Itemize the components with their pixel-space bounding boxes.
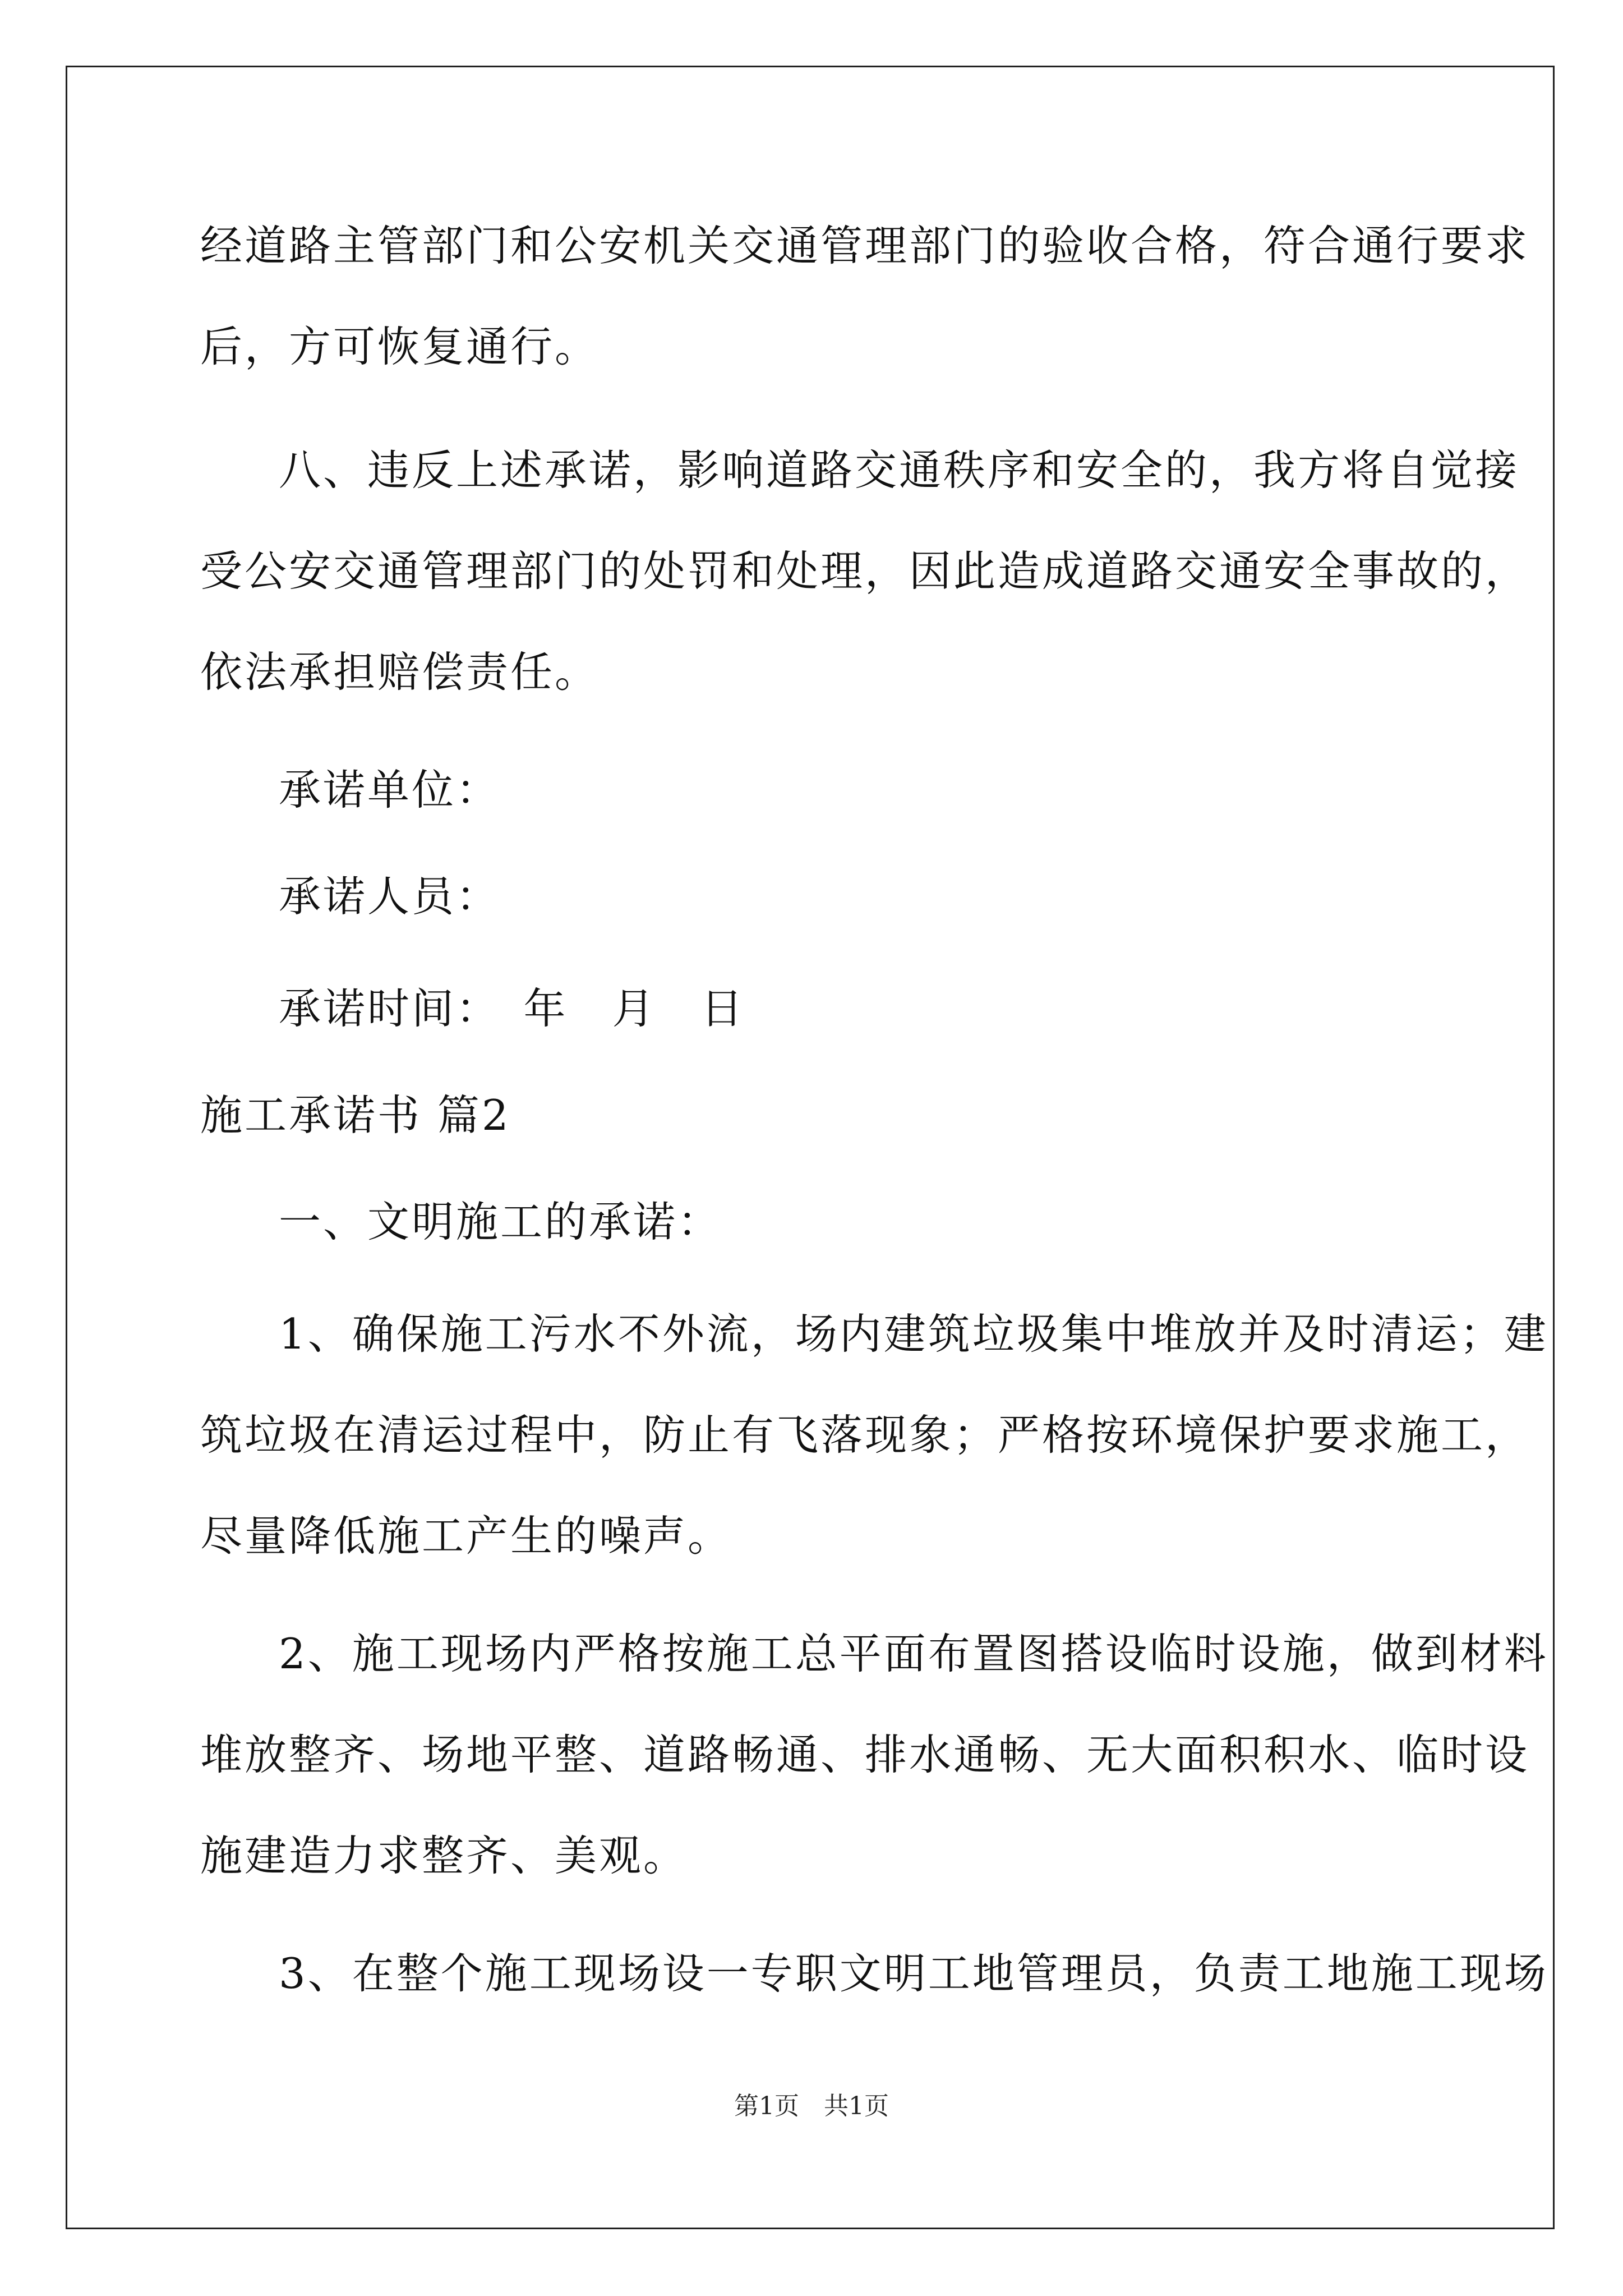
text-line: 八、违反上述承诺，影响道路交通秩序和安全的，我方将自觉接 <box>279 445 1520 495</box>
text-line: 堆放整齐、场地平整、道路畅通、排水通畅、无大面积积水、临时设 <box>200 1730 1530 1779</box>
text-line: 施建造力求整齐、美观。 <box>200 1831 688 1880</box>
text-line: 承诺人员： <box>279 872 501 921</box>
text-line: 承诺时间： 年 月 日 <box>279 984 745 1033</box>
text-line: 承诺单位： <box>279 765 501 815</box>
section-heading: 施工承诺书 篇2 <box>200 1091 511 1140</box>
text-line: 后，方可恢复通行。 <box>200 322 600 371</box>
text-line: 1、确保施工污水不外流，场内建筑垃圾集中堆放并及时清运；建 <box>279 1309 1548 1359</box>
text-line: 受公安交通管理部门的处罚和处理，因此造成道路交通安全事故的， <box>200 546 1530 596</box>
page-footer: 第1页 共1页 <box>734 2092 889 2120</box>
text-line: 3、在整个施工现场设一专职文明工地管理员，负责工地施工现场 <box>279 1949 1548 1998</box>
text-line: 筑垃圾在清运过程中，防止有飞落现象；严格按环境保护要求施工， <box>200 1410 1530 1460</box>
page-border <box>66 66 1555 2229</box>
text-line: 经道路主管部门和公安机关交通管理部门的验收合格，符合通行要求 <box>200 221 1530 270</box>
text-line: 依法承担赔偿责任。 <box>200 647 600 697</box>
text-line: 2、施工现场内严格按施工总平面布置图搭设临时设施，做到材料 <box>279 1629 1548 1678</box>
text-line: 一、文明施工的承诺： <box>279 1197 722 1246</box>
text-line: 尽量降低施工产生的噪声。 <box>200 1511 732 1561</box>
